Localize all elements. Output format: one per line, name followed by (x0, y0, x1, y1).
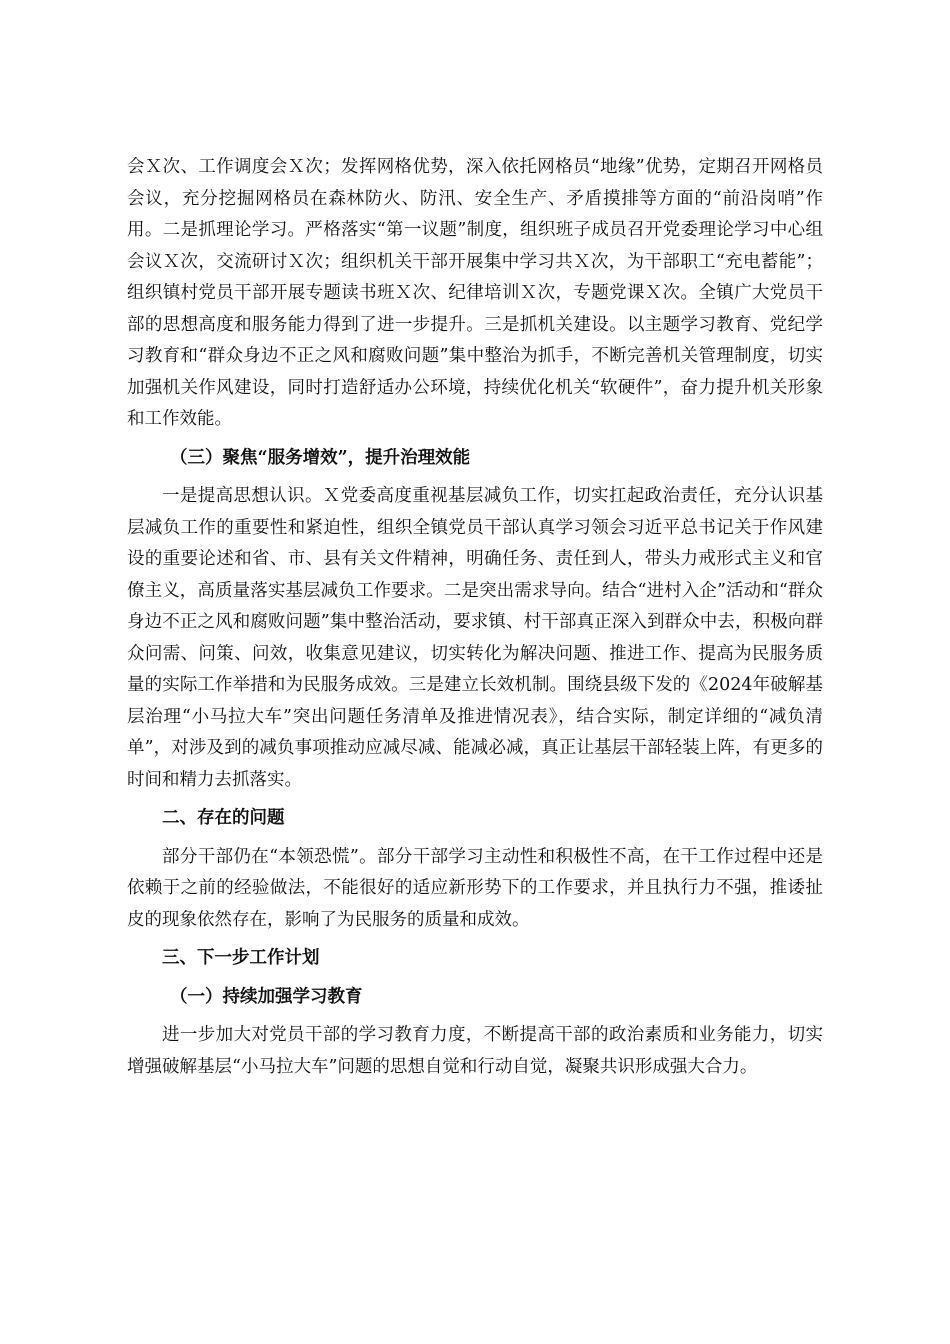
paragraph-work-overview: 会Ｘ次、工作调度会Ｘ次；发挥网格优势，深入依托网格员“地缘”优势，定期召开网格员会议，充分挖掘网格员在森林防火、防汛、安全生产、矛盾摸排等方面的“前沿岗哨”作用。二是抓理论学习。严格落实“第一议题”制度，组织班子成员召开党委理论学习中心组会议Ｘ次，交流研讨Ｘ次；组织机关干部开展集中学习共Ｘ次，为干部职工“充电蓄能”；组织镇村党员干部开展专题读书班Ｘ次、纪律培训Ｘ次，专题党课Ｘ次。全镇广大党员干部的思想高度和服务能力得到了进一步提升。三是抓机关建设。以主题学习教育、党纪学习教育和“群众身边不正之风和腐败问题”集中整治为抓手，不断完善机关管理制度，切实加强机关作风建设，同时打造舒适办公环境，持续优化机关“软硬件”，奋力提升机关形象和工作效能。 (127, 157, 823, 429)
heading-next-plan: 三、下一步工作计划 (162, 948, 320, 968)
heading-strengthen-study: （一）持续加强学习教育 (170, 986, 363, 1007)
heading-service-efficiency: （三）聚焦“服务增效”，提升治理效能 (170, 447, 471, 468)
paragraph-strengthen-study: 进一步加大对党员干部的学习教育力度，不断提高干部的政治素质和业务能力，切实增强破解基层“小马拉大车”问题的思想自觉和行动自觉，凝聚共识形成强大合力。 (127, 1025, 823, 1077)
paragraph-service-efficiency: 一是提高思想认识。Ｘ党委高度重视基层减负工作，切实扛起政治责任，充分认识基层减负工作的重要性和紧迫性，组织全镇党员干部认真学习领会习近平总书记关于作风建设的重要论述和省、市、县有关文件精神，明确任务、责任到人，带头力戒形式主义和官僚主义，高质量落实基层减负工作要求。二是突出需求导向。结合“进村入企”活动和“群众身边不正之风和腐败问题”集中整治活动，要求镇、村干部真正深入到群众中去，积极向群众问需、问策、问效，收集意见建议，切实转化为解决问题、推进工作、提高为民服务质量的实际工作举措和为民服务成效。三是建立长效机制。围绕县级下发的《2024年破解基层治理“小马拉大车”突出问题任务清单及推进情况表》，结合实际，制定详细的“减负清单”，对涉及到的减负事项推动应减尽减、能减必减，真正让基层干部轻装上阵，有更多的时间和精力去抓落实。 (127, 486, 823, 790)
paragraph-existing-problems: 部分干部仍在“本领恐慌”。部分干部学习主动性和积极性不高，在干工作过程中还是依赖于之前的经验做法，不能很好的适应新形势下的工作要求，并且执行力不强，推诿扯皮的现象依然存在，影响了为民服务的质量和成效。 (127, 846, 823, 930)
heading-existing-problems: 二、存在的问题 (162, 808, 285, 828)
